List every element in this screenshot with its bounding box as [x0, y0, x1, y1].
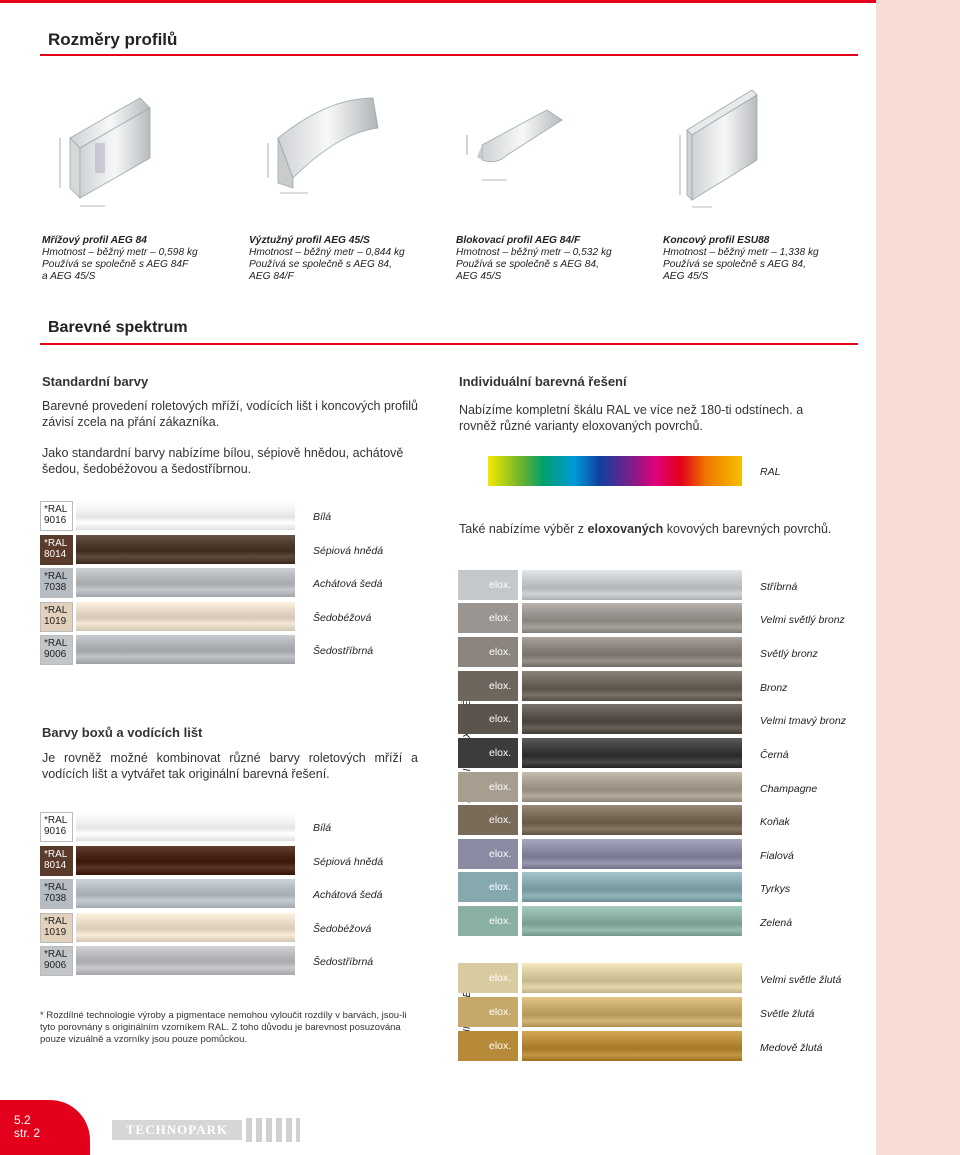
ral-label: *RAL: [44, 537, 68, 549]
profile-title: Mřížový profil AEG 84: [42, 235, 147, 246]
ral-badge: [40, 812, 73, 842]
individual-colors-heading: Individuální barevná řešení: [459, 374, 627, 389]
top-red-line: [0, 0, 876, 3]
elox-intro-bold: eloxovaných: [587, 522, 664, 536]
elox-swatch: [522, 671, 742, 701]
color-swatch: [76, 846, 295, 875]
color-swatch: [76, 602, 295, 631]
profile-title: Koncový profil ESU88: [663, 235, 770, 246]
elox-swatch: [522, 603, 742, 633]
ral-code: 8014: [44, 548, 67, 560]
color-name: Šedostříbrná: [313, 956, 374, 968]
elox-swatch: [522, 997, 742, 1027]
elox-color-name: Velmi světle žlutá: [760, 974, 842, 986]
elox-swatch: [522, 805, 742, 835]
ral-code: 1019: [44, 926, 67, 938]
footnote: * Rozdílné technologie výroby a pigmentace nemohou vyloučit rozdíly v barvách, jsou-li tyto porovnány s originálním vzorníkem RAL. Z toho důvodu je barevnost posuzována pouze vizuálně a vzorníky jsou pouze pomůckou.: [40, 1010, 407, 1045]
color-name: Achátová šedá: [313, 578, 383, 590]
ral-spectrum-bar: [488, 456, 742, 486]
color-swatch: [76, 913, 295, 942]
color-name: Šedobéžová: [313, 922, 372, 935]
elox-label: elox.: [489, 1006, 512, 1018]
elox-swatch: [522, 963, 742, 993]
ral-badge: [40, 501, 73, 531]
ral-badge: [40, 535, 73, 565]
ral-badge: [40, 846, 73, 876]
elox-label: elox.: [489, 972, 512, 984]
profile-aeg45s-caption: [249, 235, 439, 283]
color-name: Sépiová hnědá: [313, 855, 384, 868]
ral-badge: [40, 568, 73, 598]
color-name: Sépiová hnědá: [313, 544, 384, 557]
right-margin-band: [876, 0, 960, 1155]
color-swatch: [76, 635, 295, 664]
profile-usage: Používá se společně s AEG 84F: [42, 259, 189, 270]
elox-color-name: Černá: [760, 749, 789, 761]
ral-code: 8014: [44, 859, 67, 871]
page-sub-number: str. 2: [14, 1126, 41, 1140]
elox-color-name: Velmi tmavý bronz: [760, 715, 846, 727]
color-swatch: [76, 879, 295, 908]
profile-aeg84-caption: [42, 235, 232, 283]
ral-label: *RAL: [44, 882, 68, 893]
elox-label: elox.: [489, 747, 512, 759]
ral-label: *RAL: [44, 949, 68, 960]
ral-code: 7038: [44, 893, 67, 904]
color-swatch: [76, 812, 295, 841]
individual-colors-text: Nabízíme kompletní škálu RAL ve více než 180-ti odstínech. a rovněž různé varianty eloxovaných povrchů.: [459, 403, 804, 433]
technopark-logo: TECHNOPARK: [112, 1120, 242, 1140]
profile-usage: Používá se společně s AEG 84,: [456, 259, 599, 270]
elox-label: elox.: [489, 646, 512, 658]
profile-usage-cont: AEG 84/F: [249, 271, 294, 282]
section-title-color-spectrum: Barevné spektrum: [48, 319, 188, 336]
color-name: Achátová šedá: [313, 889, 383, 901]
elox-label: elox.: [489, 612, 512, 624]
profile-usage: Používá se společně s AEG 84,: [249, 259, 392, 270]
elox-label: elox.: [489, 848, 512, 860]
profile-weight: Hmotnost – běžný metr – 0,598 kg: [42, 247, 198, 258]
profile-aeg45s-drawing: [258, 88, 388, 208]
elox-swatch: [522, 637, 742, 667]
ral-badge: [40, 635, 73, 665]
color-swatch: [76, 946, 295, 975]
elox-swatch: [522, 1031, 742, 1061]
elox-swatch: [522, 872, 742, 902]
elox-label: elox.: [489, 781, 512, 793]
elox-color-name: Tyrkys: [760, 883, 791, 895]
color-name: Šedostříbrná: [313, 645, 374, 657]
section-underline: [40, 343, 858, 345]
elox-color-name: Stříbrná: [760, 581, 798, 593]
profile-aeg84f-caption: [456, 235, 646, 283]
color-swatch: [76, 535, 295, 564]
box-colors-text: Je rovněž možné kombinovat různé barvy roletových mříží a vodících lišt a vytvářet tak originální barevná řešení.: [42, 751, 418, 781]
elox-label: elox.: [489, 814, 512, 826]
elox-label: elox.: [489, 713, 512, 725]
ral-label: *RAL: [44, 604, 68, 616]
profile-title: Výztužný profil AEG 45/S: [249, 235, 370, 246]
profile-esu88-drawing: [672, 85, 782, 215]
elox-intro: [459, 521, 843, 537]
elox-color-name: Koňak: [760, 816, 790, 828]
logo-stripes: [246, 1118, 300, 1142]
profile-usage: Používá se společně s AEG 84,: [663, 259, 806, 270]
ral-code: 9006: [44, 649, 67, 660]
elox-color-name: Champagne: [760, 783, 818, 795]
page-title: Rozměry profilů: [48, 30, 178, 49]
elox-label: elox.: [489, 915, 512, 927]
elox-swatch: [522, 772, 742, 802]
profile-aeg84-drawing: [50, 88, 170, 218]
profile-aeg84f-drawing: [452, 95, 572, 195]
ral-code: 7038: [44, 582, 67, 593]
elox-color-name: Zelená: [760, 917, 793, 929]
ral-label: *RAL: [44, 504, 68, 515]
title-underline: [40, 54, 858, 56]
elox-label: elox.: [489, 881, 512, 893]
ral-label: *RAL: [44, 815, 68, 826]
elox-color-name: Medově žlutá: [760, 1042, 823, 1054]
profile-usage-cont: AEG 45/S: [456, 271, 502, 282]
elox-label: elox.: [489, 1040, 512, 1052]
ral-badge: [40, 602, 73, 632]
color-name: Šedobéžová: [313, 611, 372, 624]
color-swatch: [76, 501, 295, 530]
ral-code: 9016: [44, 515, 67, 526]
elox-intro-part-2: kovových barevných povrchů.: [663, 522, 832, 536]
elox-color-name: Fialová: [760, 850, 794, 862]
standard-colors-text-2: Jako standardní barvy nabízíme bílou, sépiově hnědou, achátově šedou, šedobéžovou a šedostříbrnou.: [42, 446, 404, 476]
elox-intro-part-1: Také nabízíme výběr z: [459, 522, 588, 536]
standard-colors-text-1: Barevné provedení roletových mříží, vodících lišt i koncových profilů závisí zcela na přání zákazníka.: [42, 399, 418, 429]
ral-code: 9016: [44, 826, 67, 837]
page-number: 5.2: [14, 1113, 31, 1127]
page-number-badge: [0, 1100, 90, 1155]
profile-weight: Hmotnost – běžný metr – 0,844 kg: [249, 247, 405, 258]
profile-usage-cont: AEG 45/S: [663, 271, 709, 282]
ral-code: 1019: [44, 615, 67, 627]
elox-label: elox.: [489, 680, 512, 692]
elox-color-name: Světle žlutá: [760, 1008, 815, 1020]
profile-usage-cont: a AEG 45/S: [42, 271, 96, 282]
elox-swatch: [522, 704, 742, 734]
elox-label: elox.: [489, 579, 512, 591]
profile-weight: Hmotnost – běžný metr – 1,338 kg: [663, 247, 819, 258]
color-swatch: [76, 568, 295, 597]
color-name: Bílá: [313, 822, 332, 834]
elox-color-name: Světlý bronz: [760, 648, 818, 660]
profile-weight: Hmotnost – běžný metr – 0,532 kg: [456, 247, 612, 258]
elox-swatch: [522, 738, 742, 768]
ral-label: *RAL: [44, 638, 68, 649]
profile-esu88-caption: [663, 235, 858, 283]
elox-swatch: [522, 570, 742, 600]
elox-swatch: [522, 906, 742, 936]
profile-title: Blokovací profil AEG 84/F: [456, 235, 581, 246]
ral-label: RAL: [760, 466, 781, 478]
ral-badge: [40, 879, 73, 909]
elox-color-name: Bronz: [760, 682, 788, 694]
ral-badge: [40, 913, 73, 943]
box-colors-heading: Barvy boxů a vodících lišt: [42, 725, 203, 740]
ral-label: *RAL: [44, 915, 68, 927]
ral-badge: [40, 946, 73, 976]
color-name: Bílá: [313, 511, 332, 523]
ral-label: *RAL: [44, 571, 68, 582]
ral-code: 9006: [44, 960, 67, 971]
standard-colors-heading: Standardní barvy: [42, 374, 149, 389]
ral-label: *RAL: [44, 848, 68, 860]
elox-swatch: [522, 839, 742, 869]
elox-color-name: Velmi světlý bronz: [760, 614, 845, 626]
